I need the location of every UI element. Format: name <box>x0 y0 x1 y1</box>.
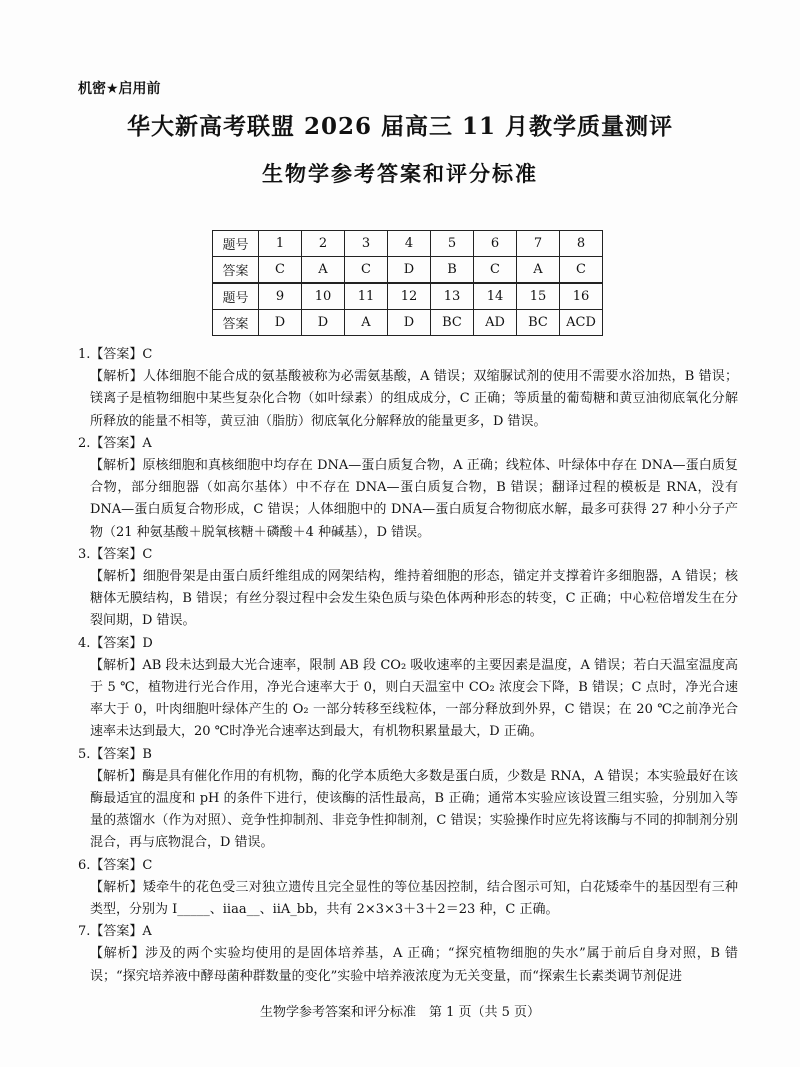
question-number: 13 <box>431 283 474 310</box>
answer-cell: ACD <box>560 310 603 336</box>
answer-cell: D <box>259 310 302 336</box>
question-number: 16 <box>560 283 603 310</box>
answer-cell: A <box>302 257 345 284</box>
answer-cell: C <box>345 257 388 284</box>
answer-table <box>212 230 603 336</box>
answer-cell: D <box>388 257 431 284</box>
question-number: 10 <box>302 283 345 310</box>
answer-cell: C <box>474 257 517 284</box>
answer-heading: 5.【答案】B <box>78 746 152 762</box>
explanation-text: 矮牵牛的花色受三对独立遗传且完全显性的等位基因控制，结合图示可知，白花矮牵牛的基因型有三种类型，分别为 I_____、iiaa__、iiA_bb，共有 2×3×3＋3＋2＝23 种，C 正确。 <box>90 879 738 918</box>
explanation-text: AB 段未达到最大光合速率，限制 AB 段 CO₂ 吸收速率的主要因素是温度，A 错误；若白天温室温度高于 5 ℃，植物进行光合作用，净光合速率大于 0，则白天温室中 CO₂ 浓度会下降，B 错误；C 点时，净光合速率大于 0，叶肉细胞叶绿体产生的 O₂ 一部分转移至线粒体，一部分释放到外界，C 错误；在 20 ℃之前净光合速率未达到最大，20 ℃时净光合速率达到最大，有机物积累量最大，D 正确。 <box>90 657 738 740</box>
explanation-label: 【解析】 <box>90 657 143 673</box>
question-number: 14 <box>474 283 517 310</box>
answer-cell: A <box>517 257 560 284</box>
answer-heading: 4.【答案】D <box>78 635 153 651</box>
document-subtitle: 生物学参考答案和评分标准 <box>262 162 538 186</box>
table-row <box>213 283 603 310</box>
question-number: 12 <box>388 283 431 310</box>
explanation-text: 原核细胞和真核细胞中均存在 DNA—蛋白质复合物，A 正确；线粒体、叶绿体中存在 DNA—蛋白质复合物，部分细胞器（如高尔基体）中不存在 DNA—蛋白质复合物，B 错误；翻译过程的模板是 RNA，没有 DNA—蛋白质复合物形成，C 错误；人体细胞中的 DNA—蛋白质复合物彻底水解，最多可获得 27 种小分子产物（21 种氨基酸＋脱氧核糖＋磷酸＋4 种碱基），D 错误。 <box>90 458 738 540</box>
answer-heading: 6.【答案】C <box>78 857 153 873</box>
explanation <box>78 566 738 633</box>
explanation <box>78 877 738 921</box>
answer-heading: 2.【答案】A <box>78 435 152 451</box>
explanation-text: 涉及的两个实验均使用的是固体培养基，A 正确；“探究植物细胞的失水”属于前后自身对照，B 错误；“探究培养液中酵母菌种群数量的变化”实验中培养液浓度为无关变量，而“探索生长素类调节剂促进 <box>90 946 738 984</box>
explanation <box>78 766 738 855</box>
table-row <box>213 257 603 284</box>
explanation-label: 【解析】 <box>90 768 143 784</box>
question-number: 4 <box>388 231 431 257</box>
answer-heading: 7.【答案】A <box>78 924 152 940</box>
row-header: 题号 <box>213 231 259 257</box>
explanation-text: 人体细胞不能合成的氨基酸被称为必需氨基酸，A 错误；双缩脲试剂的使用不需要水浴加热，B 错误；镁离子是植物细胞中某些复杂化合物（如叶绿素）的组成成分，C 正确；等质量的葡萄糖和黄豆油彻底氧化分解所释放的能量不相等，黄豆油（脂肪）彻底氧化分解释放的能量更多，D 错误。 <box>90 369 738 429</box>
answer-cell: AD <box>474 310 517 336</box>
question-number: 11 <box>345 283 388 310</box>
explanation-label: 【解析】 <box>90 946 146 962</box>
answer-cell: D <box>388 310 431 336</box>
table-row <box>213 231 603 257</box>
explanation-text: 细胞骨架是由蛋白质纤维组成的网架结构，维持着细胞的形态，锚定并支撑着许多细胞器，A 错误；核糖体无膜结构，B 错误；有丝分裂过程中会发生染色质与染色体两种形态的转变，C 正确；中心粒倍增发生在分裂间期，D 错误。 <box>90 569 738 629</box>
row-header: 题号 <box>213 283 259 310</box>
question-number: 8 <box>560 231 603 257</box>
question-number: 15 <box>517 283 560 310</box>
answer-cell: D <box>302 310 345 336</box>
table-row <box>213 310 603 336</box>
answer-cell: A <box>345 310 388 336</box>
answer-explanations <box>78 344 738 988</box>
explanation <box>78 455 738 544</box>
answer-heading: 3.【答案】C <box>78 546 153 562</box>
explanation <box>78 943 738 987</box>
question-number: 6 <box>474 231 517 257</box>
explanation-label: 【解析】 <box>90 369 143 385</box>
question-number: 7 <box>517 231 560 257</box>
explanation-label: 【解析】 <box>90 458 143 474</box>
explanation-text: 酶是具有催化作用的有机物，酶的化学本质绝大多数是蛋白质，少数是 RNA，A 错误；本实验最好在该酶最适宜的温度和 pH 的条件下进行，使该酶的活性最高，B 正确；通常本实验应该设置三组实验，分别加入等量的蒸馏水（作为对照）、竞争性抑制剂、非竞争性抑制剂，C 错误；实验操作时应先将该酶与不同的抑制剂分别混合，再与底物混合，D 错误。 <box>90 768 738 851</box>
answer-heading: 1.【答案】C <box>78 347 153 362</box>
answer-cell: C <box>259 257 302 284</box>
confidential-label: 机密★启用前 <box>78 81 161 97</box>
question-number: 5 <box>431 231 474 257</box>
question-number: 9 <box>259 283 302 310</box>
answer-cell: B <box>431 257 474 284</box>
row-header: 答案 <box>213 257 259 284</box>
answer-cell: C <box>560 257 603 284</box>
explanation <box>78 655 738 744</box>
page-footer: 生物学参考答案和评分标准 第 1 页（共 5 页） <box>259 1005 541 1020</box>
question-number: 3 <box>345 231 388 257</box>
answer-cell: BC <box>431 310 474 336</box>
explanation <box>78 366 738 433</box>
answer-cell: BC <box>517 310 560 336</box>
question-number: 2 <box>302 231 345 257</box>
exam-title: 华大新高考联盟 2026 届高三 11 月教学质量测评 <box>126 113 674 140</box>
row-header: 答案 <box>213 310 259 336</box>
explanation-label: 【解析】 <box>90 569 143 585</box>
explanation-label: 【解析】 <box>90 879 143 895</box>
question-number: 1 <box>259 231 302 257</box>
